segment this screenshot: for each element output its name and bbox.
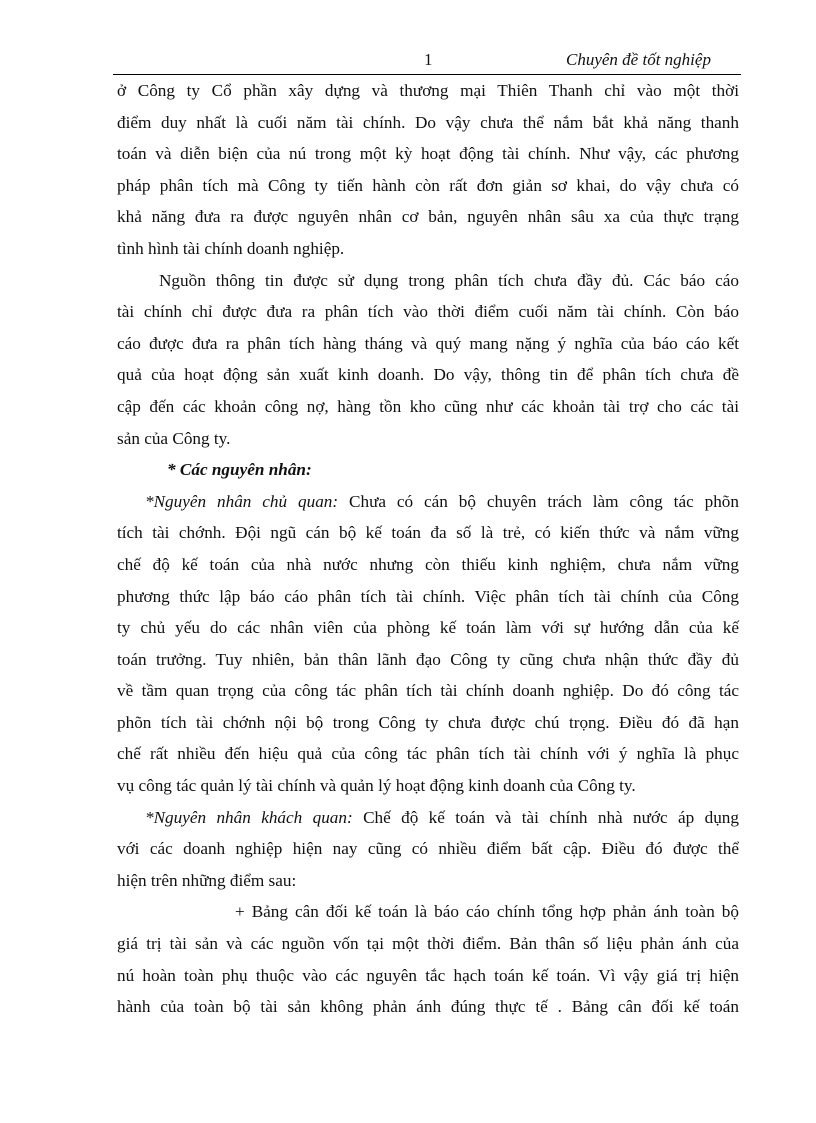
subheading-objective-causes: *Nguyên nhân khách quan: (145, 807, 353, 827)
text-line: cập đến các khoản công nợ, hàng tồn kho cũng như các khoản tài trợ cho các tài (117, 396, 739, 416)
text-line: vụ công tác quản lý tài chính và quản lý hoạt động kinh doanh của Công ty. (117, 776, 636, 796)
text-line (117, 486, 739, 518)
header-title: Chuyên đề tốt nghiệp (566, 50, 711, 69)
text-line: nú hoàn toàn phụ thuộc vào các nguyên tắc hạch toán kế toán. Vì vậy giá trị hiện (117, 965, 739, 985)
text-line: giá trị tài sản và các nguồn vốn tại một thời điểm. Bản thân số liệu phản ánh của (117, 934, 739, 954)
text-line: quả của hoạt động sản xuất kinh doanh. Do vậy, thông tin để phân tích chưa đề (117, 365, 739, 385)
section-heading: * Các nguyên nhân: (167, 460, 312, 480)
text-line: cáo được đưa ra phân tích hàng tháng và quý mang nặng ý nghĩa của báo cáo kết (117, 333, 739, 353)
text-line: tình hình tài chính doanh nghiệp. (117, 238, 345, 258)
text-line: + Bảng cân đối kế toán là báo cáo chính tổng hợp phản ánh toàn bộ (235, 902, 739, 922)
text-line: ở Công ty Cổ phần xây dựng và thương mại Thiên Thanh chỉ vào một thời (117, 81, 739, 100)
document-body (117, 75, 739, 1023)
text-line: với các doanh nghiệp hiện nay cũng có nhiều điểm bất cập. Điều đó được thể (117, 839, 739, 859)
text-line: tích tài chớnh. Đội ngũ cán bộ kế toán đa số là trẻ, có kiến thức và nắm vững (117, 523, 739, 543)
text-line: toán trưởng. Tuy nhiên, bản thân lãnh đạo Công ty cũng chưa nhận thức đầy đủ (117, 649, 739, 669)
text-line: toán và diễn biện của nú trong một kỳ hoạt động tài chính. Như vậy, các phương (117, 144, 739, 164)
text-line: tài chính chỉ được đưa ra phân tích vào thời điểm cuối năm tài chính. Còn báo (117, 302, 739, 322)
text-line: Nguồn thông tin được sử dụng trong phân tích chưa đầy đủ. Các báo cáo (159, 270, 739, 290)
text-line: pháp phân tích mà Công ty tiến hành còn rất đơn giản sơ khai, do vậy chưa có (117, 175, 739, 195)
text-line: khả năng đưa ra được nguyên nhân cơ bản, nguyên nhân sâu xa của thực trạng (117, 207, 739, 227)
text-run: Chưa có cán bộ chuyên trách làm công tác phõn (338, 491, 739, 511)
text-line (117, 802, 739, 834)
text-line: chế độ kế toán của nhà nước nhưng còn thiếu kinh nghiệm, chưa nắm vững (117, 554, 739, 574)
text-line: về tầm quan trọng của công tác phân tích tài chính doanh nghiệp. Do đó công tác (117, 681, 739, 701)
page-number: 1 (424, 50, 433, 69)
text-line: điểm duy nhất là cuối năm tài chính. Do vậy chưa thể nắm bắt khả năng thanh (117, 112, 739, 132)
subheading-subjective-causes: *Nguyên nhân chủ quan: (145, 491, 339, 511)
text-line: ty chủ yếu do các nhân viên của phòng kế toán làm với sự hướng dẫn của kế (117, 618, 739, 638)
text-line: chế rất nhiều đến hiệu quả của công tác phân tích tài chính với ý nghĩa là phục (117, 744, 739, 764)
text-line: phõn tích tài chớnh nội bộ trong Công ty chưa được chú trọng. Điều đó đã hạn (117, 712, 739, 732)
text-line: phương thức lập báo cáo phân tích tài chính. Việc phân tích tài chính của Công (117, 586, 739, 606)
text-line: sản của Công ty. (117, 428, 231, 448)
text-run: Chế độ kế toán và tài chính nhà nước áp dụng (352, 807, 739, 827)
text-line: hiện trên những điểm sau: (117, 870, 297, 890)
text-line: hành của toàn bộ tài sản không phản ánh đúng thực tế . Bảng cân đối kế toán (117, 997, 739, 1017)
